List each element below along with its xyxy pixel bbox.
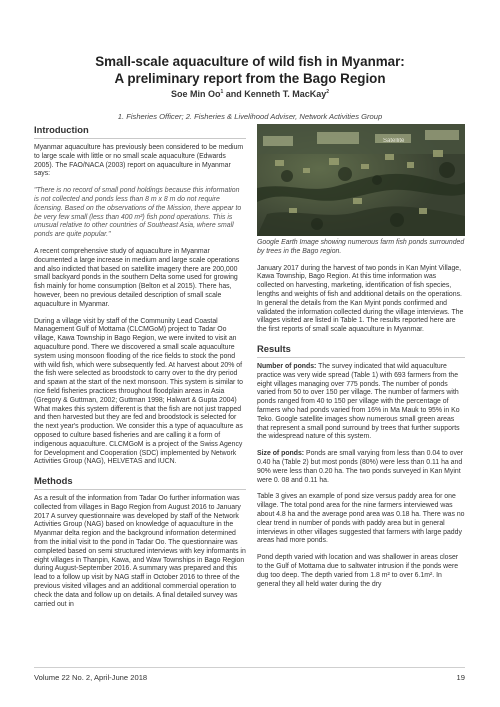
size-of-ponds-text: Ponds are small varying from less than 0.04 to over 0.40 ha (Table 2) but most ponds (80%) were less than 0.11 ha and 90% were less than 0.20 ha. The two ponds surveyed in Kan Myint were 0. 08 and 0.11 ha. [257, 450, 464, 484]
size-of-ponds-lead: Size of ponds: [257, 450, 305, 458]
satellite-image [257, 124, 465, 236]
methods-paragraph-1: As a result of the information from Tadar Oo further information was collected from villages in Bago Region from August 2016 to January 2017 A survey questionnaire was developed by staff of the Network Activities Group (NAG) based on knowledge of aquaculture in the Myanmar delta region and the background information determined from the initial visit to the pond in Tadar Oo. The questionnaire was completed based on semi structured interviews with key informants in eight villages in Thanpin, Kawa, and Waw Townships in Bago Region during August-September 2016. A summary was prepared and this lead to a follow up visit by NAG staff in October 2016 to three of the previous visited villages and an additional commercial operation to check the data and follow up on details. A final detailed survey was carried out in [34, 495, 246, 608]
footer-issue: Volume 22 No. 2, April-June 2018 [34, 673, 148, 682]
left-column [34, 124, 246, 617]
size-of-ponds-paragraph [257, 450, 465, 485]
number-of-ponds-text: The survey indicated that wild aquaculture practice was very wide spread (Table 1) with 693 farmers from the eight villages managing over 775 ponds. The number of ponds varied from 50 to over 150 per village. The number of farmers with ponds ranged from 40 to 150 per village with the percentage of farmers who had ponds varied from 16% in Ma Mauk to 95% in Ko Teko. Google satellite images show numerous small green areas that represent a small pond surround by trees that further supports the widespread nature of this system. [257, 362, 460, 441]
author-2: Kenneth T. MacKay [244, 89, 327, 99]
satellite-photo-label: Satellite [383, 138, 405, 144]
table-3-paragraph: Table 3 gives an example of pond size versus paddy area for one village. The total pond area for the nine farmers interviewed was about 4.8 ha and the average pond area was 0.18 ha. There was no clear trend in number of ponds with paddy area but in general interviews in other villages suggested that farmers with large paddy areas had more ponds. [257, 493, 465, 545]
photo-caption: Google Earth Image showing numerous farm fish ponds surrounded by trees in the Bago region. [257, 239, 465, 255]
right-paragraph-1: January 2017 during the harvest of two ponds in Kan Myint Village, Kawa Township, Bago Region. At this time information was collected on harvesting, marketing, identification of fish species, lengths and weights of fish and additional details on the operations. In general the details from the Kan Myint ponds confirmed and validated the information collected during the village interviews. The villages visited are listed in Table 1. The results reported here are the first reports of small scale aquaculture in Myanmar. [257, 264, 464, 334]
right-column [257, 124, 465, 597]
intro-paragraph-3: During a village visit by staff of the Community Lead Coastal Management Gulf of Mottama (CLCMGoM) project to Tadar Oo village, Kawa Township in Bago Region, we were invited to visit an aquaculture pond. There we discovered a small scale aquaculture system using monsoon flooding of the rice fields to stock the pond with wild fish, which were subsequently fed. At harvest about 20% of the fish were selected as broodstock to carry over to the dry period and spawn at the start of the next monsoon. This system is similar to rice field fisheries practices throughout floodplain areas in Asia (Gregory & Guttman, 2002; Guttman 1998; Halwart & Gupta 2004) What makes this system different is that the fish are not just trapped and then harvested but they are fed and broodstock is selected for the next year's production. We consider this a type of aquaculture as opposed to culture based fisheries and are calling it a form of indigenous aquaculture. CLCMGoM is a project of the Swiss Agency for Development and Cooperation (SDC) implemented by Network Activities Group (NAG), HELVETAS and IUCN. [34, 317, 243, 466]
page-number: 19 [456, 673, 465, 682]
introduction-heading: Introduction [34, 124, 246, 139]
author-1-mark: 1 [220, 89, 224, 95]
intro-paragraph-1: Myanmar aquaculture has previously been considered to be medium to large scale with little or no small scale aquaculture (Edwards 2005). The FAO/NACA (2003) report on aquaculture in Myanmar says: [34, 144, 244, 178]
intro-paragraph-2: A recent comprehensive study of aquaculture in Myanmar documented a large increase in medium and large scale operations and also indicted that based on satellite imagery there are 200,000 small backyard ponds in the southern Delta some used for growing fish mainly for home consumption (Belton et al 2015). There has, however, been no previous detailed description of small scale aquaculture in Myanmar. [34, 247, 240, 308]
authors [0, 89, 500, 99]
author-2-mark: 2 [326, 89, 330, 95]
pond-depth-paragraph: Pond depth varied with location and was shallower in areas closer to the Gulf of Mottama due to saltwater intrusion if the ponds were dug too deep. The depth varied from 1.8 m² to over 6.1m². In general they all held water during the dry [257, 554, 459, 588]
number-of-ponds-paragraph [257, 363, 465, 442]
article-title-line-1: Small-scale aquaculture of wild fish in Myanmar: [95, 54, 405, 69]
fao-quote: "There is no record of small pond holdings because this information is not collected and ponds less than 8 m x 8 m do not require licensing. Based on the observations of the Mission, there appear to be very few small (less than 400 m²) fish pond operations. This is unusual relative to other countries of Southeast Asia, where small ponds are quite popular." [34, 187, 242, 239]
affiliations: 1. Fisheries Officer; 2. Fisheries & Livelihood Adviser, Network Activities Group [117, 112, 383, 121]
methods-heading: Methods [34, 475, 246, 490]
authors-conjunction: and [223, 89, 245, 99]
results-heading: Results [257, 343, 465, 358]
number-of-ponds-lead: Number of ponds: [257, 362, 317, 370]
satellite-photo [257, 124, 465, 236]
footer-divider [34, 667, 465, 668]
author-1: Soe Min Oo [170, 89, 221, 99]
article-title-line-2: A preliminary report from the Bago Region [114, 71, 386, 86]
